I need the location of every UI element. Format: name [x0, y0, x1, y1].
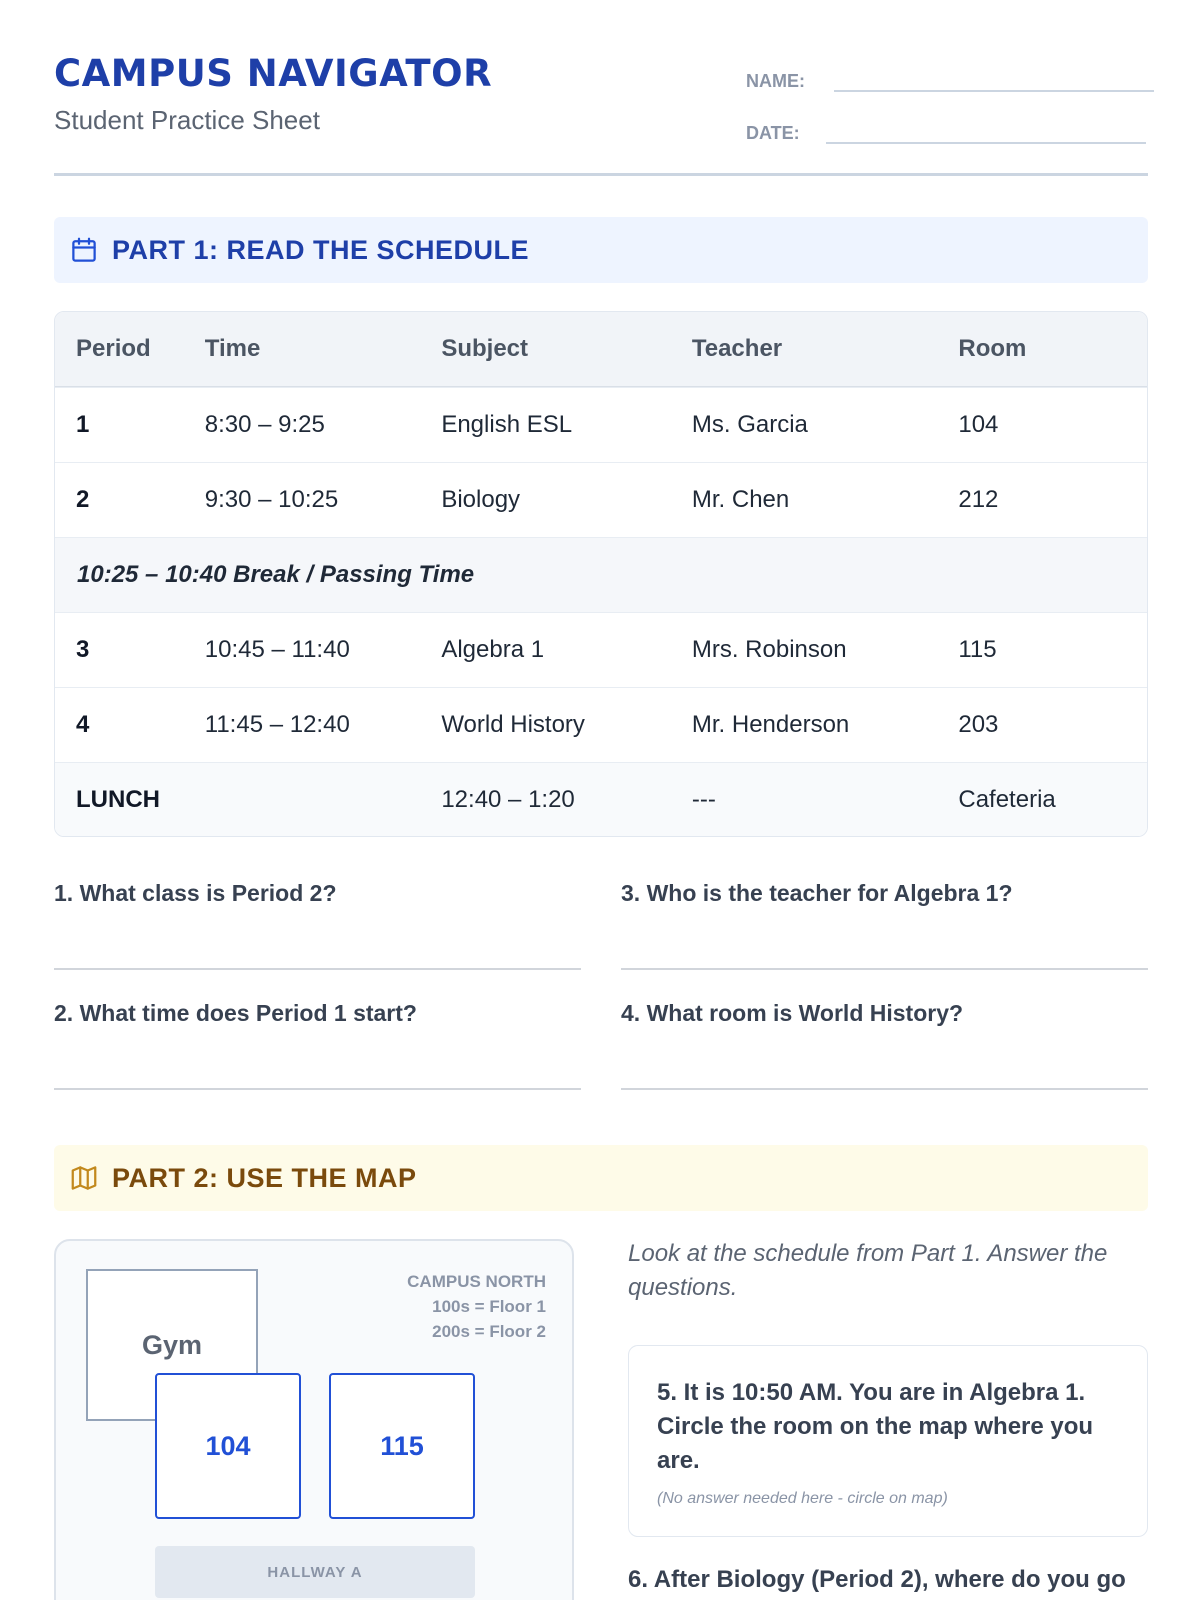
period-cell: 2 [76, 486, 90, 513]
question-3: 3. Who is the teacher for Algebra 1? [621, 880, 1013, 906]
column-header: Teacher [691, 335, 783, 362]
legend-title: CAMPUS NORTH [407, 1272, 546, 1291]
column-header: Time [204, 335, 261, 362]
date-label: DATE: [746, 123, 800, 143]
period-cell: 1 [76, 411, 90, 438]
lunch-teacher-cell: --- [691, 786, 716, 813]
room-cell: 115 [958, 636, 997, 663]
subject-cell: World History [441, 711, 585, 738]
name-label: NAME: [746, 71, 805, 91]
question-5-card [628, 1345, 1148, 1537]
subject-cell: Algebra 1 [441, 636, 545, 663]
map-icon [68, 1162, 100, 1194]
period-cell: 3 [76, 636, 90, 663]
room-cell: 203 [958, 711, 999, 738]
teacher-cell: Mrs. Robinson [691, 636, 847, 663]
lunch-row [55, 762, 1147, 837]
table-header-row [55, 312, 1147, 387]
date-field-row [746, 114, 1146, 144]
room-104[interactable]: 104 [155, 1373, 301, 1519]
schedule-table [54, 311, 1148, 837]
teacher-cell: Ms. Garcia [691, 411, 808, 438]
map-legend [407, 1269, 546, 1344]
part2-header [54, 1145, 1148, 1211]
part2-instructions: Look at the schedule from Part 1. Answer the questions. [628, 1240, 1108, 1301]
page-subtitle: Student Practice Sheet [54, 105, 320, 135]
lunch-label: LUNCH [76, 786, 160, 813]
part2-title: PART 2: USE THE MAP [112, 1162, 417, 1193]
lunch-time-cell: 12:40 – 1:20 [441, 786, 575, 813]
page-header [54, 52, 1148, 176]
table-row [55, 612, 1147, 687]
question-2: 2. What time does Period 1 start? [54, 1000, 417, 1026]
gym-room[interactable]: Gym [86, 1269, 258, 1421]
time-cell: 10:45 – 11:40 [204, 636, 350, 663]
question-4: 4. What room is World History? [621, 1000, 964, 1026]
period-cell: 4 [76, 711, 90, 738]
column-header: Room [958, 335, 1027, 362]
campus-map [54, 1239, 574, 1600]
calendar-icon [68, 234, 100, 266]
table-row [55, 687, 1147, 762]
name-field[interactable] [834, 62, 1154, 92]
answer-line-1[interactable] [54, 968, 581, 970]
subject-cell: Biology [441, 486, 521, 513]
room-115[interactable]: 115 [329, 1373, 475, 1519]
page-title: CAMPUS NAVIGATOR [54, 52, 493, 95]
hallway-a: HALLWAY A [155, 1546, 475, 1598]
question-5-note: (No answer needed here - circle on map) [657, 1490, 948, 1507]
time-cell: 11:45 – 12:40 [204, 711, 350, 738]
column-header: Period [76, 335, 151, 362]
answer-line-3[interactable] [621, 968, 1148, 970]
column-header: Subject [441, 335, 529, 362]
subject-cell: English ESL [441, 411, 573, 438]
lunch-room-cell: Cafeteria [958, 786, 1056, 813]
question-6: 6. After Biology (Period 2), where do you go [628, 1566, 1126, 1593]
answer-line-4[interactable] [621, 1088, 1148, 1090]
date-field[interactable] [826, 114, 1146, 144]
part1-header [54, 217, 1148, 283]
answer-line-2[interactable] [54, 1088, 581, 1090]
room-cell: 104 [958, 411, 999, 438]
question-5: 5. It is 10:50 AM. You are in Algebra 1. Circle the room on the map where you are. [657, 1379, 1094, 1474]
legend-floor-2: 200s = Floor 2 [432, 1322, 546, 1341]
table-row [55, 387, 1147, 462]
room-cell: 212 [958, 486, 999, 513]
break-row: 10:25 – 10:40 Break / Passing Time [55, 537, 1147, 612]
name-field-row [746, 62, 1154, 92]
part1-title: PART 1: READ THE SCHEDULE [112, 234, 530, 265]
question-1: 1. What class is Period 2? [54, 880, 337, 906]
table-row [55, 462, 1147, 537]
teacher-cell: Mr. Chen [691, 486, 790, 513]
legend-floor-1: 100s = Floor 1 [432, 1297, 546, 1316]
time-cell: 9:30 – 10:25 [204, 486, 339, 513]
teacher-cell: Mr. Henderson [691, 711, 850, 738]
time-cell: 8:30 – 9:25 [204, 411, 325, 438]
